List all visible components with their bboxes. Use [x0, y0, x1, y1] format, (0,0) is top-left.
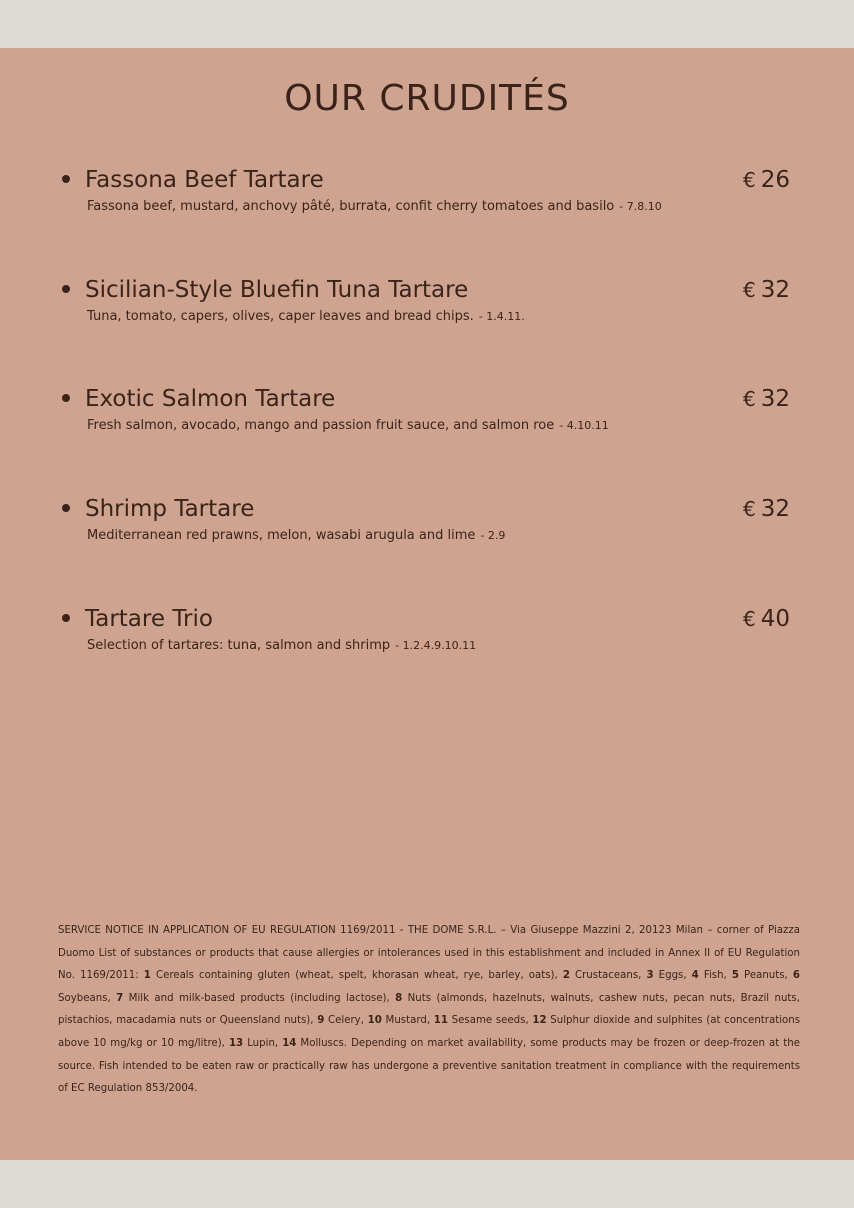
allergen-number: 3	[646, 970, 654, 982]
notice-intro: SERVICE NOTICE IN APPLICATION OF EU REGULATION 1169/2011 - THE DOME S.R.L. – Via Giuseppe Mazzini 2, 20123 Milan – corner of Piazza Duomo List of substances or products that cause allergies or intolerances used in this establishment and included in Annex II of EU Regulation No. 1169/2011:	[58, 925, 800, 982]
allergen-number: 4	[691, 970, 699, 982]
price-value: 40	[760, 606, 790, 632]
allergen-number: 12	[532, 1015, 547, 1027]
euro-icon: €	[742, 278, 756, 302]
menu-item	[58, 605, 790, 675]
allergen-text: Eggs,	[658, 970, 687, 982]
description-text: Tuna, tomato, capers, olives, caper leaves and bread chips.	[87, 309, 474, 324]
euro-icon: €	[742, 607, 756, 631]
menu-item	[58, 495, 790, 565]
allergen-number: 6	[792, 970, 800, 982]
allergen-number: 5	[731, 970, 739, 982]
euro-icon: €	[742, 387, 756, 411]
description-text: Fresh salmon, avocado, mango and passion fruit sauce, and salmon roe	[87, 418, 555, 433]
allergen-codes: - 7.8.10	[619, 200, 662, 213]
allergen-text: Lupin,	[247, 1037, 279, 1049]
item-description	[87, 199, 662, 215]
menu-item	[58, 276, 790, 346]
item-price	[743, 166, 790, 194]
allergen-number: 2	[562, 970, 570, 982]
allergen-text: Celery,	[328, 1015, 364, 1027]
item-name: Tartare Trio	[85, 606, 213, 632]
bullet-icon	[62, 285, 70, 293]
description-text: Mediterranean red prawns, melon, wasabi arugula and lime	[87, 528, 476, 543]
allergen-text: Peanuts,	[744, 970, 788, 982]
allergen-text: Crustaceans,	[575, 970, 642, 982]
allergen-number: 10	[367, 1015, 382, 1027]
bullet-icon	[62, 504, 70, 512]
allergen-text: Milk and milk-based products (including lactose),	[128, 992, 390, 1004]
bullet-icon	[62, 394, 70, 402]
allergen-text: Soybeans,	[58, 992, 111, 1004]
allergen-number: 9	[317, 1015, 325, 1027]
allergen-number: 11	[433, 1015, 448, 1027]
allergen-text: Fish,	[703, 970, 727, 982]
allergen-number: 8	[395, 992, 403, 1004]
menu-title: OUR CRUDITÉS	[284, 78, 570, 119]
euro-icon: €	[742, 497, 756, 521]
menu-item	[58, 166, 790, 236]
allergen-text: Molluscs.	[300, 1037, 348, 1049]
allergen-codes: - 1.4.11.	[478, 310, 525, 323]
item-description	[87, 309, 525, 325]
item-name: Sicilian-Style Bluefin Tuna Tartare	[85, 277, 469, 303]
item-name: Exotic Salmon Tartare	[85, 386, 336, 412]
item-description	[87, 418, 609, 434]
item-name: Shrimp Tartare	[85, 496, 255, 522]
allergen-text: Mustard,	[385, 1015, 431, 1027]
item-description	[87, 638, 476, 654]
item-name: Fassona Beef Tartare	[85, 167, 324, 193]
allergen-number: 7	[116, 992, 124, 1004]
euro-icon: €	[742, 168, 756, 192]
description-text: Selection of tartares: tuna, salmon and shrimp	[87, 638, 391, 653]
price-value: 32	[760, 496, 790, 522]
allergen-codes: - 2.9	[480, 529, 506, 542]
allergen-number: 14	[282, 1037, 297, 1049]
allergen-codes: - 1.2.4.9.10.11	[395, 639, 477, 652]
allergen-text: Cereals containing gluten (wheat, spelt, khorasan wheat, rye, barley, oats),	[155, 970, 558, 982]
allergen-number: 13	[228, 1037, 244, 1049]
bullet-icon	[62, 175, 70, 183]
description-text: Fassona beef, mustard, anchovy pâté, burrata, confit cherry tomatoes and basilo	[87, 199, 615, 214]
item-description	[87, 528, 505, 544]
allergen-text: Nuts (almonds, hazelnuts, walnuts, cashew nuts, pecan nuts, Brazil nuts, pistachios, macadamia nuts or Queensland nuts),	[58, 992, 800, 1027]
notice-outro: Depending on market availability, some products may be frozen or deep-frozen at the source. Fish intended to be eaten raw or practically raw has undergone a preventive sanitation treatment in compliance with the requirements of EC Regulation 853/2004.	[58, 1037, 800, 1095]
price-value: 26	[760, 167, 790, 193]
menu-page	[0, 48, 854, 1160]
menu-item	[58, 385, 790, 455]
bullet-icon	[62, 614, 70, 622]
allergen-text: Sesame seeds,	[451, 1015, 529, 1027]
allergen-number: 1	[143, 970, 151, 982]
item-price	[743, 605, 790, 633]
item-price	[743, 276, 790, 304]
allergen-codes: - 4.10.11	[559, 419, 609, 432]
item-price	[743, 495, 790, 523]
allergen-notice	[58, 920, 800, 1101]
price-value: 32	[760, 277, 790, 303]
price-value: 32	[760, 386, 790, 412]
allergen-text: Sulphur dioxide and sulphites (at concentrations above 10 mg/kg or 10 mg/litre),	[58, 1015, 801, 1049]
item-price	[743, 385, 790, 413]
